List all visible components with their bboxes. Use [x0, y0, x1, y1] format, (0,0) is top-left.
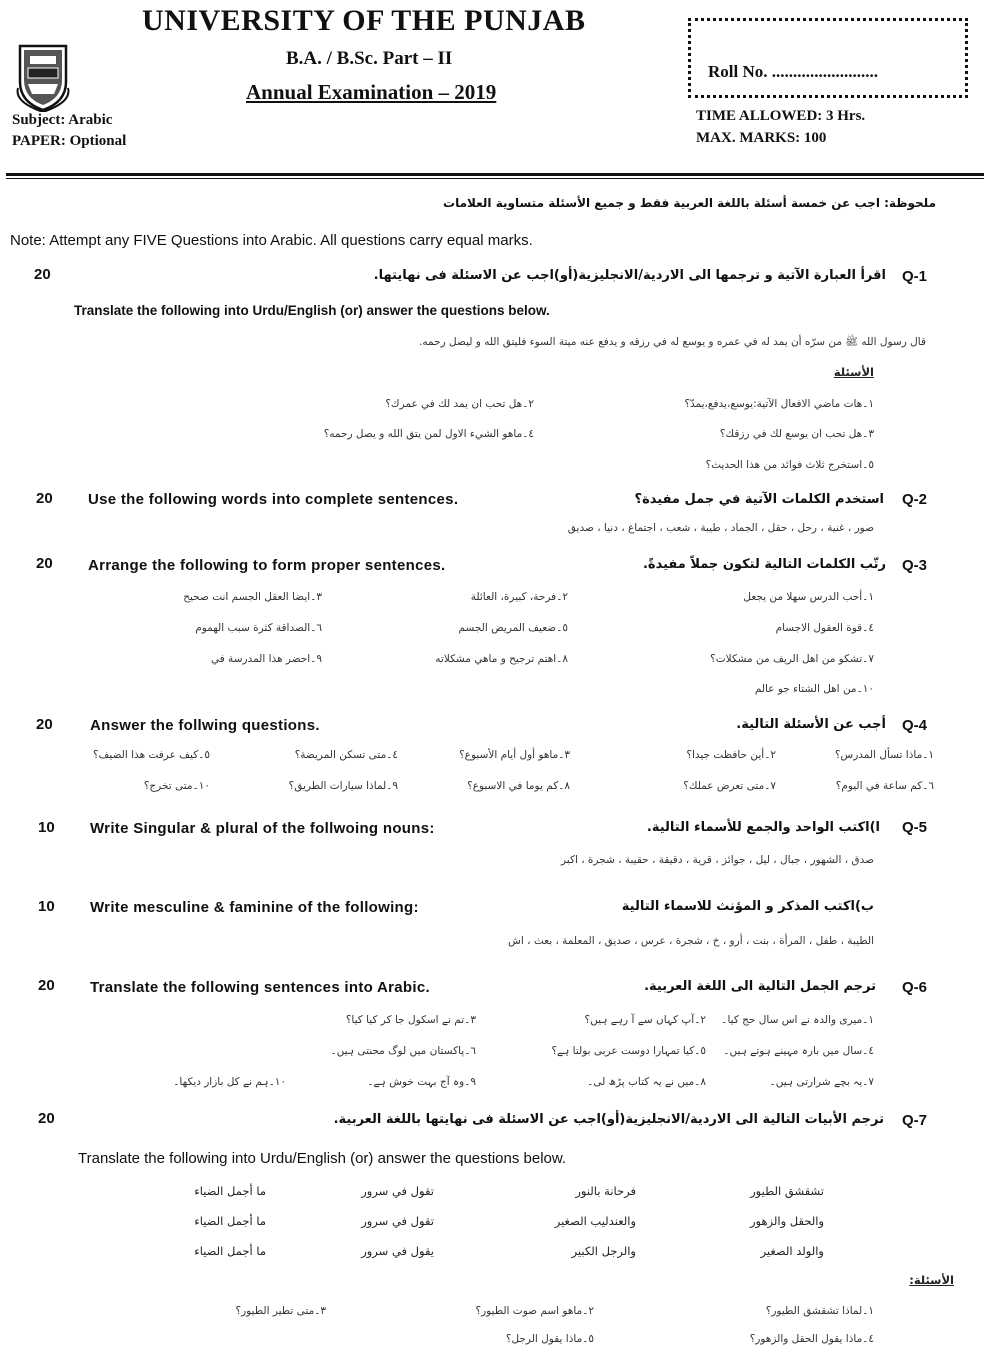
- q4-item-5: ٥۔كيف عرفت هذا الضيف؟: [92, 749, 210, 761]
- q4-item-9: ٩۔لماذا سيارات الطريق؟: [288, 780, 398, 792]
- q1-question-1: ١۔هات ماضي الافعال الآتية:يوسع،يدفع،يمدّ؟: [684, 398, 874, 410]
- q7-number: Q-7: [902, 1112, 928, 1129]
- note-english: Note: Attempt any FIVE Questions into Arabic. All questions carry equal marks.: [10, 232, 533, 249]
- q7-verse-3-b: والرجل الكبير: [571, 1244, 636, 1258]
- q2-title-english: Use the following words into complete sentences.: [88, 491, 459, 508]
- q6-marks: 20: [38, 977, 55, 994]
- q1-number: Q-1: [902, 268, 928, 285]
- subject-label: Subject: Arabic: [12, 112, 113, 128]
- q6-item-6: ٦۔پاکستان میں لوگ محنتی ہیں۔: [330, 1045, 476, 1057]
- q7-question-3: ٣۔متى تطير الطيور؟: [235, 1305, 326, 1317]
- q4-marks: 20: [36, 716, 53, 733]
- q5b-title-english: Write mesculine & faminine of the following:: [90, 899, 419, 916]
- q7-questions-heading: الأسئلة:: [909, 1273, 954, 1287]
- q7-verse-3-a: والولد الصغير: [760, 1244, 824, 1258]
- q4-item-2: ٢۔أين حافظت جيدا؟: [686, 749, 776, 761]
- q4-title-arabic: أجب عن الأسئلة التالية.: [736, 717, 886, 732]
- q5a-marks: 10: [38, 819, 55, 836]
- header-divider-thin: [6, 178, 984, 179]
- q7-title-arabic: ترجم الأبيات التالية الى الاردية/الانجليزية(أو)اجب عن الاسئلة فى نهايتها باللغة العربية.: [333, 1112, 884, 1127]
- q6-item-3: ٣۔تم نے اسکول جا کر کیا کیا؟: [345, 1014, 476, 1026]
- q7-instruction: Translate the following into Urdu/English (or) answer the questions below.: [78, 1150, 567, 1167]
- roll-number-field[interactable]: Roll No. .........................: [708, 62, 878, 81]
- q3-item-6: ٦۔الصداقة كثرة سبب الهموم: [195, 622, 322, 634]
- note-arabic: ملحوظة: اجب عن خمسة أسئلة باللغة العربية فقط و جميع الأسئلة متساوية العلامات: [443, 196, 936, 210]
- q7-verse-1-a: تشقشق الطيور: [750, 1184, 824, 1198]
- q1-question-2: ٢۔هل تحب ان يمد لك في عمرك؟: [385, 398, 534, 410]
- q1-question-3: ٣۔هل تحب ان يوسع لك في رزقك؟: [719, 428, 874, 440]
- q2-number: Q-2: [902, 491, 928, 508]
- q7-question-5: ٥۔ماذا يقول الرجل؟: [505, 1333, 594, 1345]
- q6-number: Q-6: [902, 979, 928, 996]
- q1-questions-heading: الأسئلة: [833, 365, 874, 379]
- q3-title-arabic: رتّب الكلمات التالية لتكون جملاً مفيدةً.: [642, 557, 886, 572]
- q6-item-10: ١٠۔ہم نے کل بازار دیکھا۔: [173, 1076, 286, 1088]
- q7-verse-1-d: ما أجمل الضياء: [194, 1184, 266, 1198]
- q7-question-4: ٤۔ماذا يقول الحقل والزهور؟: [749, 1333, 874, 1345]
- max-marks: MAX. MARKS: 100: [696, 130, 827, 146]
- q3-item-2: ٢۔فرحة، كبيرة، العائلة: [470, 591, 568, 603]
- q1-marks: 20: [34, 266, 51, 283]
- q7-question-1: ١۔لماذا تشقشق الطيور؟: [765, 1305, 874, 1317]
- q7-verse-3-d: ما أجمل الضياء: [194, 1244, 266, 1258]
- q3-item-9: ٩۔احضر هذا المدرسة في: [210, 653, 322, 665]
- q4-item-4: ٤۔متى تسكن المريضة؟: [294, 749, 398, 761]
- roll-number-box[interactable]: [688, 18, 968, 98]
- q3-item-8: ٨۔اهتم ترجيح و ماهي مشكلاته: [435, 653, 568, 665]
- q7-verse-2-c: تقول في سرور: [361, 1214, 434, 1228]
- q3-item-5: ٥۔ضعيف المريض الجسم: [458, 622, 568, 634]
- q5a-words: صدق ، الشهور ، جبال ، ليل ، جوائز ، قرية ، دقيقة ، حقيبة ، شجرة ، اكبر: [560, 854, 874, 866]
- q1-instruction: Translate the following into Urdu/English (or) answer the questions below.: [74, 303, 550, 318]
- q3-title-english: Arrange the following to form proper sentences.: [88, 557, 446, 574]
- q1-title-arabic: اقرأ العبارة الآتية و ترجمها الى الاردية/الانجليزية(أو)اجب عن الاسئلة فى نهايتها.: [373, 268, 886, 283]
- q1-passage: قال رسول الله ﷺ من سرّه أن يمد له في عمره و يوسع له في رزقه و يدفع عنه ميتة السوء فليتق الله و ليصل رحمه.: [419, 336, 926, 348]
- q6-title-arabic: ترجم الجمل التالية الى اللغة العربية.: [644, 979, 876, 994]
- q3-item-10: ١٠۔من اهل الشتاء جو عالم: [754, 683, 874, 695]
- q4-item-7: ٧۔متى تعرض عملك؟: [683, 780, 776, 792]
- q6-title-english: Translate the following sentences into Arabic.: [90, 979, 430, 996]
- q1-question-5: ٥۔استخرج ثلاث فوائد من هذا الحديث؟: [705, 459, 874, 471]
- q4-number: Q-4: [902, 717, 928, 734]
- q3-item-1: ١۔أحب الدرس سهلا من يجعل: [743, 591, 874, 603]
- q7-verse-2-d: ما أجمل الضياء: [194, 1214, 266, 1228]
- q6-item-2: ٢۔آپ کہاں سے آ رہے ہیں؟: [584, 1014, 706, 1026]
- q4-item-10: ١٠۔متى تخرج؟: [143, 780, 210, 792]
- q7-marks: 20: [38, 1110, 55, 1127]
- q7-verse-2-b: والعندليب الصغير: [554, 1214, 636, 1228]
- q4-item-6: ٦۔كم ساعة في اليوم؟: [835, 780, 934, 792]
- q2-marks: 20: [36, 490, 53, 507]
- q6-item-4: ٤۔سال میں بارہ مہینے ہوتے ہیں۔: [723, 1045, 874, 1057]
- q5b-marks: 10: [38, 898, 55, 915]
- q5a-title-english: Write Singular & plural of the follwoing nouns:: [90, 820, 435, 837]
- q6-item-7: ٧۔یہ بچے شرارتی ہیں۔: [769, 1076, 874, 1088]
- q7-verse-2-a: والحقل والزهور: [749, 1214, 824, 1228]
- university-crest-logo: [14, 42, 72, 112]
- q4-title-english: Answer the follwing questions.: [90, 717, 320, 734]
- q2-title-arabic: استخدم الكلمات الآتية في جمل مفيدة؟: [634, 492, 884, 507]
- q4-item-3: ٣۔ماهو أول أيام الأسبوع؟: [459, 749, 570, 761]
- q3-item-4: ٤۔قوة العقول الاجسام: [775, 622, 874, 634]
- q1-question-4: ٤۔ماهو الشيء الاول لمن يتق الله و يصل رحمه؟: [323, 428, 534, 440]
- q6-item-1: ١۔میری والدہ نے اس سال حج کیا۔: [721, 1014, 874, 1026]
- q6-item-5: ٥۔کیا تمہارا دوست عربی بولتا ہے؟: [551, 1045, 706, 1057]
- q5-number: Q-5: [902, 819, 928, 836]
- q5b-title-arabic: ب)اكتب المذكر و المؤنث للاسماء التالية: [621, 899, 874, 914]
- q7-verse-1-b: فرحانة بالنور: [575, 1184, 636, 1198]
- q7-verse-3-c: يقول في سرور: [361, 1244, 434, 1258]
- q7-verse-1-c: تقول في سرور: [361, 1184, 434, 1198]
- q6-item-8: ٨۔میں نے یہ کتاب پڑھ لی۔: [587, 1076, 706, 1088]
- paper-label: PAPER: Optional: [12, 133, 127, 149]
- q4-item-1: ١۔ماذا تسأل المدرس؟: [834, 749, 934, 761]
- q5a-title-arabic: ا)اكتب الواحد والجمع للأسماء التالية.: [646, 820, 880, 835]
- q6-item-9: ٩۔وہ آج بہت خوش ہے۔: [367, 1076, 476, 1088]
- q3-marks: 20: [36, 555, 53, 572]
- q3-item-7: ٧۔تشكو من اهل الريف من مشكلات؟: [710, 653, 874, 665]
- header-divider-thick: [6, 173, 984, 176]
- q3-item-3: ٣۔ايضا العقل الجسم انت صحيح: [183, 591, 322, 603]
- exam-title: Annual Examination – 2019: [246, 80, 497, 104]
- q3-number: Q-3: [902, 557, 928, 574]
- q7-question-2: ٢۔ماهو اسم صوت الطيور؟: [475, 1305, 594, 1317]
- university-title: UNIVERSITY OF THE PUNJAB: [142, 4, 586, 37]
- q5b-words: الطيبة ، طفل ، المرأة ، بنت ، أرو ، خ ، شجرة ، عرس ، صديق ، المعلمة ، بعث ، اش: [508, 935, 874, 947]
- q2-words: صور ، غنية ، رحل ، حقل ، الجماد ، طيبة ، شعب ، اجتماع ، دنيا ، صديق: [567, 522, 874, 534]
- time-allowed: TIME ALLOWED: 3 Hrs.: [696, 108, 866, 124]
- q4-item-8: ٨۔كم يوما في الاسبوع؟: [467, 780, 570, 792]
- program-title: B.A. / B.Sc. Part – II: [286, 48, 453, 69]
